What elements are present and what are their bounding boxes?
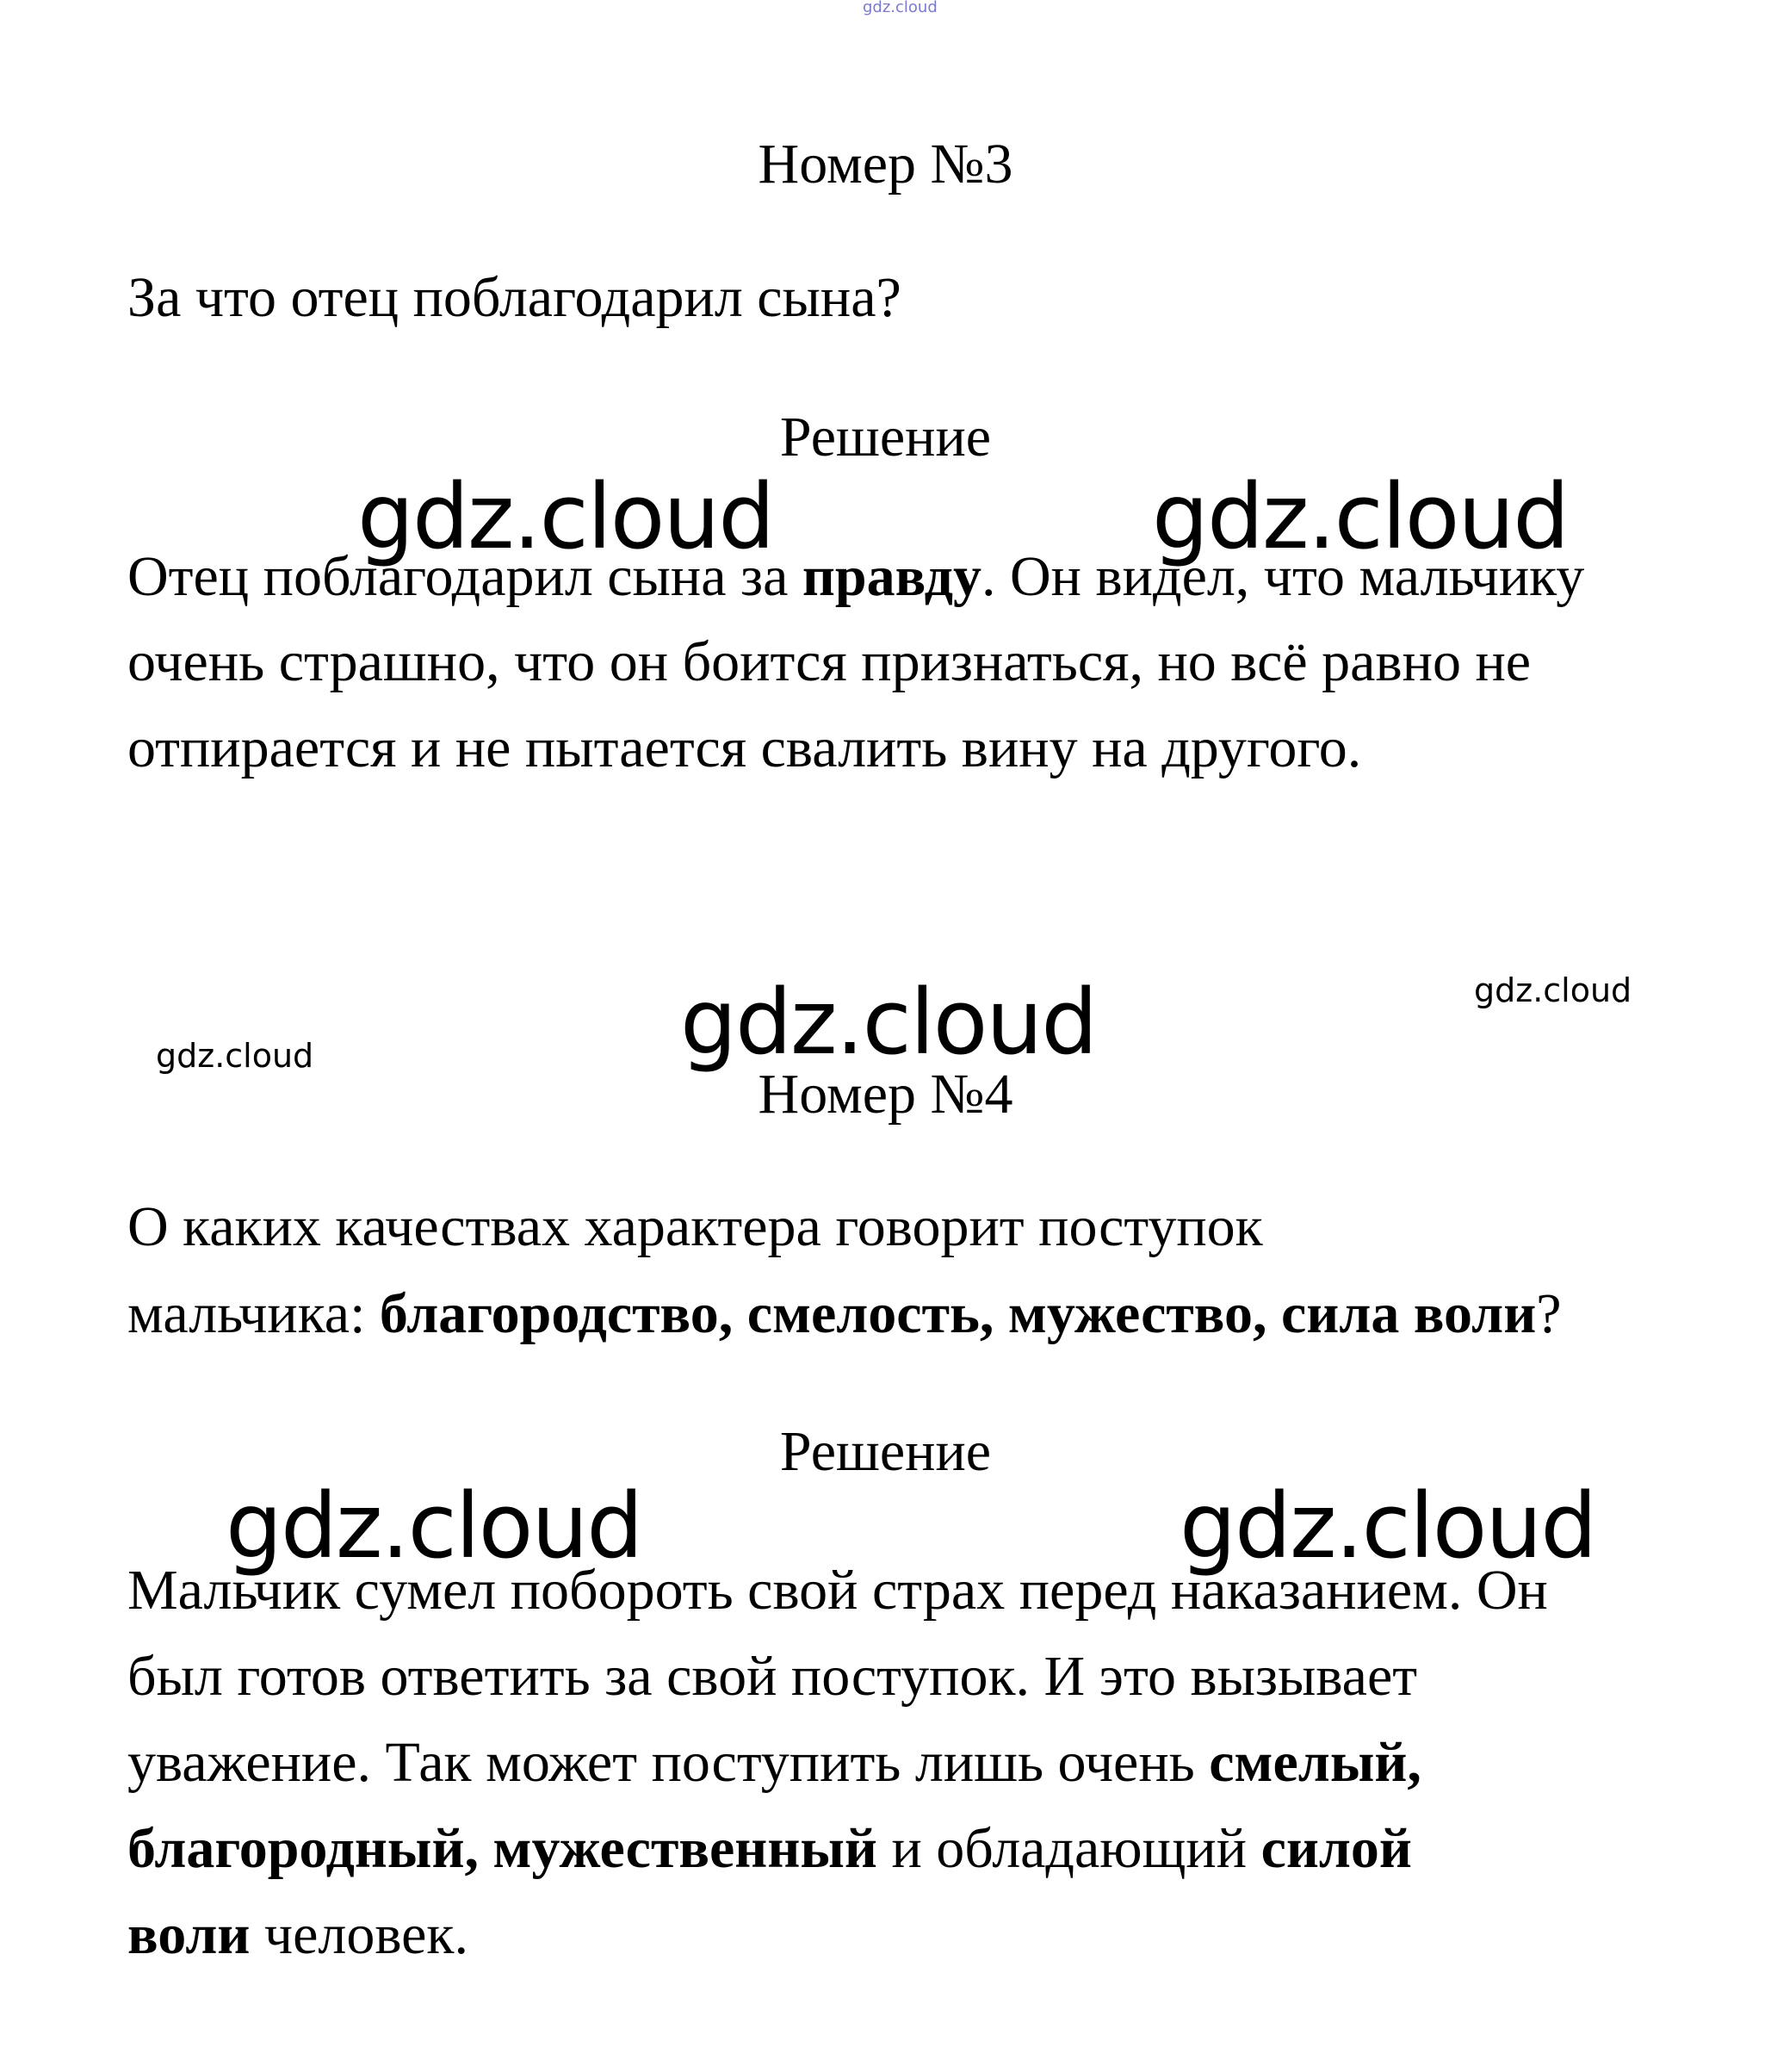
watermark-small: gdz.cloud [1474,971,1632,1009]
task4-question-line2 [127,1282,1562,1345]
task4-answer-line5 [127,1903,468,1966]
bold-term: правду [802,545,982,608]
task4-answer-line4 [127,1817,1412,1880]
watermark-large: gdz.cloud [680,970,1097,1075]
task3-solution-label: Решение [779,406,992,468]
task4-solution-label: Решение [779,1420,992,1483]
watermark-top: gdz.cloud [863,0,938,16]
watermark-large: gdz.cloud [1180,1473,1596,1579]
watermark-small: gdz.cloud [156,1037,314,1075]
bold-term: благородный, мужественный [127,1817,877,1880]
task4-title: Номер №4 [758,1063,1013,1126]
task4-answer-line2: был готов ответить за свой поступок. И это вызывает [127,1645,1418,1708]
task3-answer-line2: очень страшно, что он боится признаться, но всё равно не [127,630,1532,693]
watermark-large: gdz.cloud [1152,464,1569,569]
text-span: ? [1536,1282,1562,1345]
bold-term: силой [1260,1817,1412,1880]
task3-answer-line3: отпирается и не пытается свалить вину на другого. [127,717,1362,779]
text-span: человек. [250,1903,468,1966]
task3-title: Номер №3 [758,133,1013,195]
bold-term: благородство, смелость, мужество, сила воли [379,1282,1537,1345]
watermark-large: gdz.cloud [226,1473,642,1579]
text-span: Отец поблагодарил сына за [127,545,802,608]
text-span: уважение. Так может поступить лишь очень [127,1731,1210,1794]
task4-question-line1: О каких качествах характера говорит поступок [127,1195,1263,1258]
task4-answer-line3 [127,1731,1421,1794]
task3-answer-line1 [127,545,1585,608]
text-span: мальчика: [127,1282,380,1345]
text-span: и обладающий [876,1817,1261,1880]
watermark-large: gdz.cloud [357,464,774,569]
text-span: . Он видел, что мальчику [981,545,1585,608]
bold-term: воли [127,1903,251,1966]
bold-term: смелый, [1209,1731,1421,1794]
task4-answer-line1: Мальчик сумел побороть свой страх перед наказанием. Он [127,1559,1548,1622]
task3-question: За что отец поблагодарил сына? [127,266,901,329]
